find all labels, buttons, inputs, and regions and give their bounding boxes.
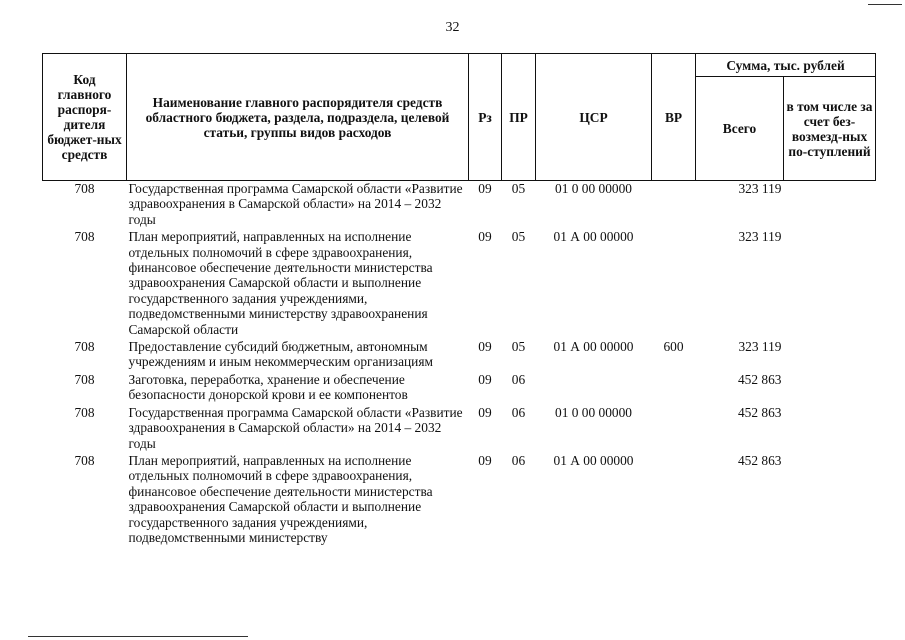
page-number: 32 bbox=[445, 20, 460, 35]
cell-rz: 09 bbox=[478, 404, 492, 420]
cell-csr: 01 0 00 00000 bbox=[555, 404, 632, 420]
cell-total: 323 119 bbox=[738, 339, 782, 355]
cell-incl bbox=[784, 372, 876, 405]
cell-code: 708 bbox=[74, 452, 95, 468]
cell-pr: 06 bbox=[511, 452, 526, 468]
scan-artifact-bottom bbox=[28, 636, 248, 637]
cell-name: Заготовка, переработка, хранение и обеспечение безопасности донорской крови и ее компонентов bbox=[128, 371, 408, 403]
cell-incl bbox=[784, 181, 876, 230]
cell-total: 323 119 bbox=[738, 229, 782, 245]
header-vr: ВР bbox=[652, 54, 696, 181]
cell-code: 708 bbox=[74, 339, 95, 355]
table-row bbox=[43, 405, 876, 453]
header-total: Всего bbox=[696, 77, 784, 181]
cell-csr: 01 0 00 00000 bbox=[555, 181, 632, 196]
cell-name: План мероприятий, направленных на исполнение отдельных полномочий в сфере здравоохранения, финансовое обеспечение деятельности министерства здравоохранения Самарской области и выполнение государственного задания учреждениями, подведомственными министерству здравоохранения Самарской области bbox=[128, 229, 433, 337]
cell-incl bbox=[784, 453, 876, 547]
table-row bbox=[43, 229, 876, 339]
header-name: Наименование главного распорядителя средств областного бюджета, раздела, подраздела, целевой статьи, группы видов расходов bbox=[127, 54, 469, 181]
scan-artifact-top-right bbox=[868, 4, 902, 5]
cell-total: 323 119 bbox=[738, 181, 782, 196]
header-rz: Рз bbox=[469, 54, 502, 181]
cell-csr: 01 А 00 00000 bbox=[553, 229, 634, 245]
cell-code: 708 bbox=[74, 404, 95, 420]
header-pr: ПР bbox=[502, 54, 536, 181]
header-csr: ЦСР bbox=[536, 54, 652, 181]
cell-incl bbox=[784, 229, 876, 339]
cell-total: 452 863 bbox=[737, 371, 782, 387]
table-row bbox=[43, 181, 876, 230]
cell-rz: 09 bbox=[478, 339, 492, 355]
cell-rz: 09 bbox=[478, 229, 492, 245]
cell-vr bbox=[652, 372, 696, 405]
table-body bbox=[43, 181, 876, 548]
cell-vr bbox=[652, 405, 696, 453]
cell-vr bbox=[652, 229, 696, 339]
budget-table bbox=[42, 53, 876, 547]
cell-pr: 05 bbox=[511, 339, 526, 355]
header-incl: в том числе за счет без-возмезд-ных по-ступлений bbox=[784, 77, 876, 181]
table-header bbox=[43, 54, 876, 181]
cell-csr: 01 А 00 00000 bbox=[553, 452, 634, 468]
table-row bbox=[43, 372, 876, 405]
cell-pr: 06 bbox=[511, 371, 526, 387]
cell-total: 452 863 bbox=[737, 452, 782, 468]
cell-rz: 09 bbox=[478, 452, 492, 468]
cell-code: 708 bbox=[74, 371, 95, 387]
cell-total: 452 863 bbox=[737, 404, 782, 420]
cell-incl bbox=[784, 405, 876, 453]
cell-name: Государственная программа Самарской области «Развитие здравоохранения в Самарской области» на 2014 – 2032 годы bbox=[128, 404, 463, 451]
header-sum: Сумма, тыс. рублей bbox=[696, 54, 876, 77]
cell-csr bbox=[536, 372, 652, 405]
cell-vr bbox=[652, 181, 696, 230]
cell-rz: 09 bbox=[478, 371, 492, 387]
cell-vr: 600 bbox=[663, 339, 684, 355]
cell-pr: 05 bbox=[511, 181, 526, 196]
cell-code: 708 bbox=[74, 181, 95, 196]
table-row bbox=[43, 453, 876, 547]
cell-pr: 06 bbox=[511, 404, 526, 420]
header-code: Код главного распоря-дителя бюджет-ных средств bbox=[43, 54, 127, 181]
cell-rz: 09 bbox=[478, 181, 492, 196]
cell-code: 708 bbox=[74, 229, 95, 245]
cell-name: Предоставление субсидий бюджетным, автономным учреждениям и иным некоммерческим организациям bbox=[128, 339, 433, 370]
cell-pr: 05 bbox=[511, 229, 526, 245]
cell-name: План мероприятий, направленных на исполнение отдельных полномочий в сфере здравоохранения, финансовое обеспечение деятельности министерства здравоохранения Самарской области и выполнение государственного задания учреждениями, подведомственными министерству bbox=[128, 452, 433, 545]
cell-csr: 01 А 00 00000 bbox=[553, 339, 634, 355]
table-row bbox=[43, 339, 876, 372]
cell-vr bbox=[652, 453, 696, 547]
cell-incl bbox=[784, 339, 876, 372]
cell-name: Государственная программа Самарской области «Развитие здравоохранения в Самарской области» на 2014 – 2032 годы bbox=[128, 181, 463, 227]
